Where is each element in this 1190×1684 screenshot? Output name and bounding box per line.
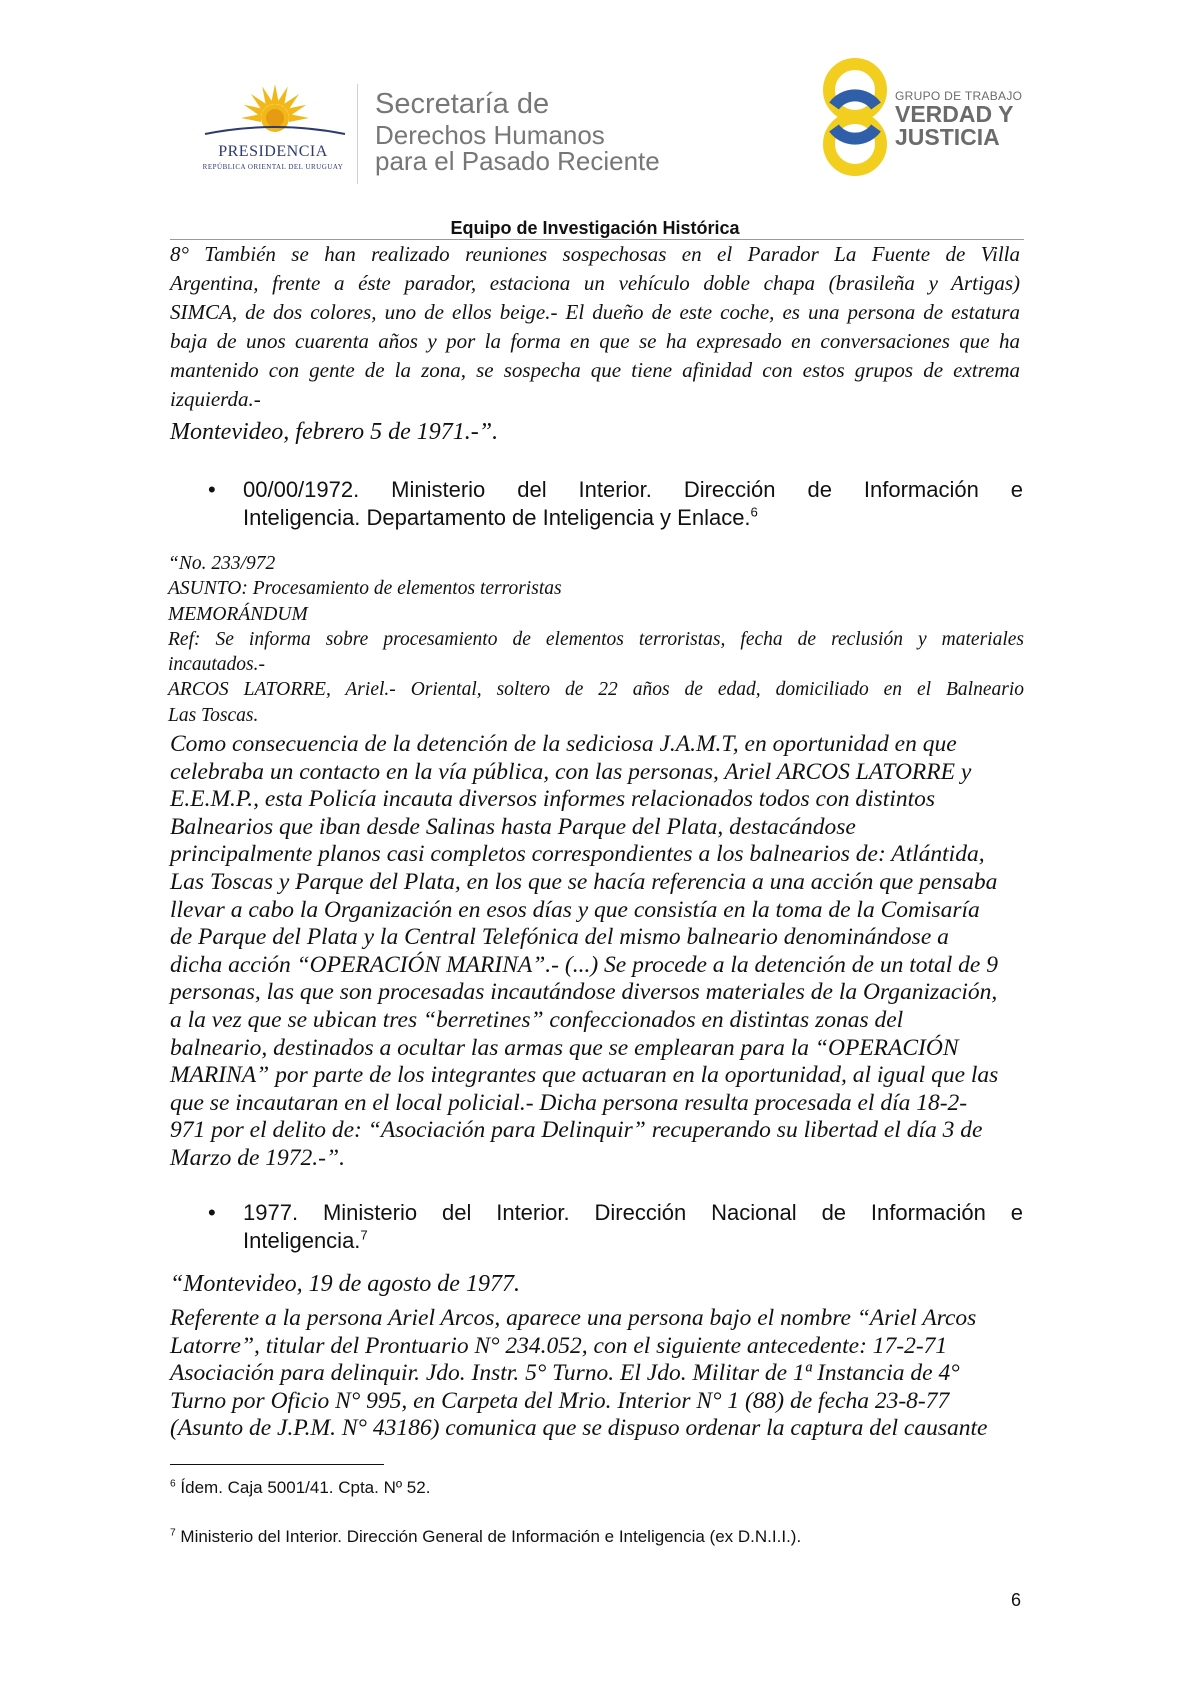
grupo-label: GRUPO DE TRABAJO	[895, 89, 1023, 103]
footnote-number: 7	[170, 1527, 176, 1539]
memo-body-line: Balnearios que iban desde Salinas hasta Parque del Plata, destacándose	[170, 813, 856, 840]
quote-1-line: SIMCA, de dos colores, uno de ellos beige.- El dueño de este coche, es una persona de estatura	[170, 300, 1020, 324]
presidencia-label: PRESIDENCIA	[218, 143, 328, 160]
memo-body-line: MARINA” por parte de los integrantes que actuaran en la oportunidad, al igual que las	[170, 1062, 999, 1089]
quote-3-line: (Asunto de J.P.M. N° 43186) comunica que se dispuso ordenar la captura del causante	[170, 1415, 988, 1442]
memo-body-line: Marzo de 1972.-”.	[170, 1144, 345, 1171]
memo-body-line: a la vez que se ubican tres “berretines” confeccionados en distintas zonas del	[170, 1006, 904, 1033]
bullet-2-line-2: Inteligencia.	[243, 1228, 361, 1253]
memo-body-line: dicha acción “OPERACIÓN MARINA”.- (...) Se procede a la detención de un total de 9	[170, 951, 998, 978]
quote-1-closing: Montevideo, febrero 5 de 1971.-”.	[170, 419, 499, 445]
secretaria-line-3: para el Pasado Reciente	[375, 146, 660, 176]
team-title: Equipo de Investigación Histórica	[450, 218, 740, 238]
memo-body-line: de Parque del Plata y la Central Telefónica del mismo balneario denominándose a	[170, 924, 949, 951]
presidencia-subtitle: REPÚBLICA ORIENTAL DEL URUGUAY	[202, 163, 344, 171]
footnote-7	[170, 1527, 801, 1547]
memo-line: ARCOS LATORRE, Ariel.- Oriental, soltero de 22 años de edad, domiciliado en el Balneario	[168, 679, 1024, 701]
quote-3-line: Referente a la persona Ariel Arcos, aparece una persona bajo el nombre “Ariel Arcos	[170, 1305, 977, 1331]
bullet-2-marker: •	[208, 1200, 216, 1225]
memo-body-line: llevar a cabo la Organización en esos días y que consistía en la toma de la Comisaría	[170, 896, 980, 923]
memo-body-line: celebraba un contacto en la vía pública, con las personas, Ariel ARCOS LATORRE y	[170, 758, 972, 785]
bullet-1-marker: •	[208, 477, 216, 502]
quote-3	[170, 1305, 1024, 1443]
footnote-text: Ministerio del Interior. Dirección General de Información e Inteligencia (ex D.N.I.I.).	[180, 1527, 802, 1546]
memo-body	[170, 731, 1024, 1173]
memo-header	[168, 551, 1024, 728]
bullet-2-line-1: 1977. Ministerio del Interior. Dirección Nacional de Información e	[243, 1200, 1023, 1225]
quote-1-line: mantenido con gente de la zona, se sospecha que tiene afinidad con estos grupos de extrema	[170, 358, 1020, 382]
quote-1-line: 8° También se han realizado reuniones sospechosas en el Parador La Fuente de Villa	[170, 242, 1020, 266]
bullet-2	[243, 1199, 1023, 1255]
quote-1-line: Argentina, frente a éste parador, estaciona un vehículo doble chapa (brasileña y Artigas)	[170, 271, 1020, 295]
page-number: 6	[1011, 1590, 1022, 1610]
memo-body-line: principalmente planos casi completos correspondientes a los balnearios de: Atlántida,	[170, 841, 985, 868]
quote-1-line: izquierda.-	[170, 387, 261, 411]
justicia-label: JUSTICIA	[895, 124, 1000, 150]
bullet-1-line-2: Inteligencia. Departamento de Inteligencia y Enlace.	[243, 505, 751, 530]
quote-3-line: Turno por Oficio N° 995, en Carpeta del Mrio. Interior N° 1 (88) de fecha 23-8-77	[170, 1387, 950, 1414]
memo-body-line: Las Toscas y Parque del Plata, en los que se hacía referencia a una acción que pensaba	[170, 868, 998, 895]
secretaria-line-2: Derechos Humanos	[375, 120, 605, 150]
footnote-rule	[170, 1464, 384, 1465]
memo-body-line: E.E.M.P., esta Policía incauta diversos informes relacionados todos con distintos	[170, 786, 936, 813]
memo-line: incautados.-	[168, 654, 265, 676]
footnote-ref-6[interactable]: 6	[750, 504, 758, 520]
quote-3-line: Asociación para delinquir. Jdo. Instr. 5° Turno. El Jdo. Militar de 1ª Instancia de 4°	[170, 1360, 960, 1387]
memo-body-line: personas, las que son procesadas incautándose diversos materiales de la Organización,	[170, 979, 998, 1006]
footnote-text: Ídem. Caja 5001/41. Cpta. Nº 52.	[180, 1478, 431, 1497]
bullet-1	[243, 476, 1023, 532]
memo-body-line: balneario, destinados a ocultar las armas que se emplearan para la “OPERACIÓN	[170, 1034, 959, 1061]
header-divider	[357, 84, 358, 184]
memo-body-line: 971 por el delito de: “Asociación para Delinquir” recuperando su libertad el día 3 de	[170, 1117, 983, 1144]
secretaria-line-1: Secretaría de	[375, 88, 550, 120]
memo-line: Las Toscas.	[168, 704, 259, 726]
quote-1-line: baja de unos cuarenta años y por la forma en que se ha expresado en conversaciones que ha	[170, 329, 1020, 353]
quote-3-line: Latorre”, titular del Prontuario N° 234.052, con el siguiente antecedente: 17-2-71	[170, 1332, 948, 1359]
memo-body-line: Como consecuencia de la detención de la sediciosa J.A.M.T, en oportunidad en que	[170, 731, 957, 757]
footnote-ref-7[interactable]: 7	[360, 1227, 368, 1243]
memo-body-line: que se incautaran en el local policial.- Dicha persona resulta procesada el día 18-2-	[170, 1089, 968, 1116]
verdad-label: VERDAD Y	[895, 101, 1014, 127]
footnote-6	[170, 1478, 430, 1498]
memo-line: Ref: Se informa sobre procesamiento de elementos terroristas, fecha de reclusión y materiales	[168, 628, 1024, 650]
interlocked-rings-logo-icon	[820, 56, 890, 178]
quote-1	[170, 240, 1020, 414]
quote-3-opening: “Montevideo, 19 de agosto de 1977.	[170, 1271, 520, 1297]
bullet-1-line-1: 00/00/1972. Ministerio del Interior. Dirección de Información e	[243, 477, 1023, 502]
memo-line: ASUNTO: Procesamiento de elementos terroristas	[168, 578, 562, 600]
memo-line: “No. 233/972	[168, 553, 276, 574]
memo-line: MEMORÁNDUM	[168, 603, 308, 625]
footnote-number: 6	[170, 1478, 176, 1490]
